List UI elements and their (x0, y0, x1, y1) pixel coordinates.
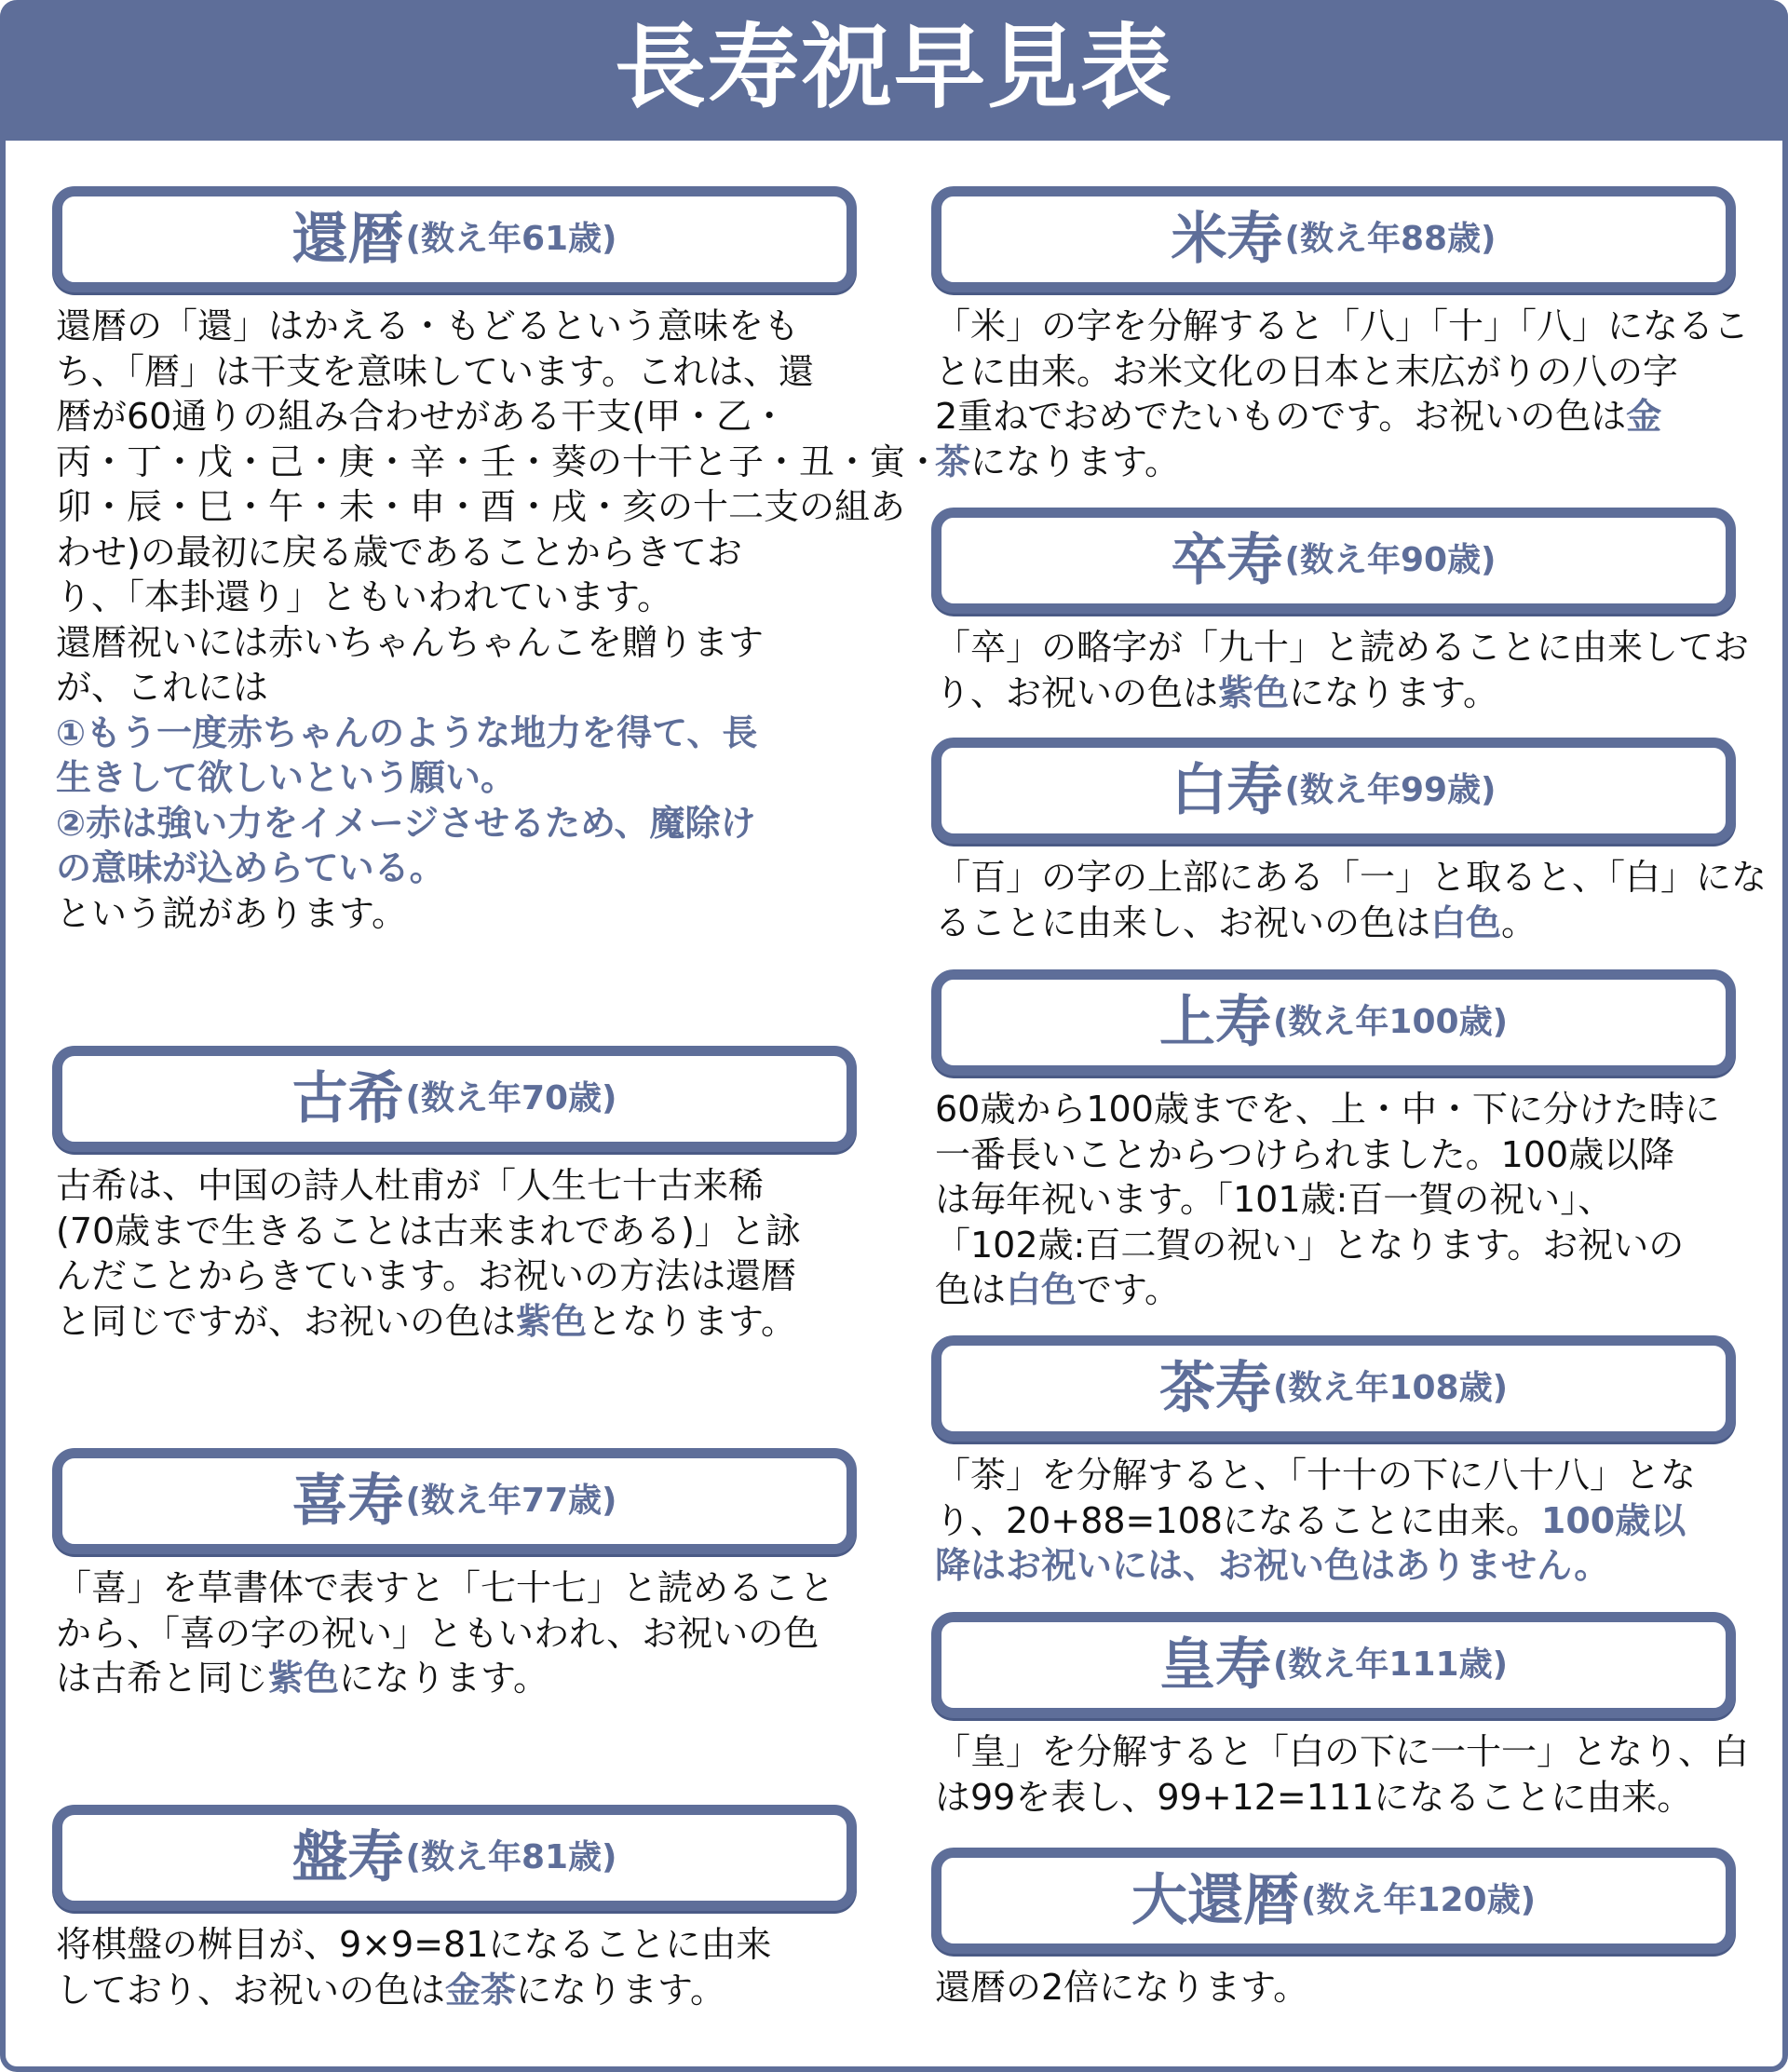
page-title: 長寿祝早見表 (614, 14, 1173, 121)
description-line (935, 1453, 1736, 1498)
section-title-box (52, 1805, 857, 1911)
text-segment: 暦が60通りの組み合わせがある干支(甲・乙・ (56, 396, 788, 437)
section-title-box (52, 1448, 857, 1554)
text-segment: は古希と同じ (56, 1658, 269, 1699)
description-line (56, 801, 857, 846)
text-segment: 一番長いことからつけられました。100歳以降 (935, 1133, 1675, 1175)
highlight-text: 紫色 (516, 1300, 588, 1342)
text-segment: んだことからきています。お祝いの方法は還暦 (56, 1255, 796, 1296)
section-age-label: (数え年100歳) (1272, 1003, 1509, 1041)
section-chaju (931, 1335, 1736, 1589)
section-description (52, 1163, 857, 1344)
section-banju (52, 1805, 857, 2012)
description-line (935, 1223, 1736, 1268)
highlight-text: 茶 (935, 440, 971, 482)
description-line (935, 1177, 1736, 1223)
section-description (931, 1729, 1750, 1820)
section-koki (52, 1046, 857, 1344)
section-title-box (931, 508, 1736, 614)
highlight-text: の意味が込めらている。 (56, 847, 445, 888)
page-header (0, 0, 1788, 141)
description-line (935, 349, 1736, 395)
text-segment: 還暦祝いには赤いちゃんちゃんこを贈ります (56, 621, 765, 663)
text-segment: 2重ねでおめでたいものです。お祝いの色は (935, 396, 1627, 437)
description-line (935, 394, 1736, 440)
text-segment: は99を表し、99+12=111になることに由来。 (935, 1776, 1693, 1818)
text-segment: です。 (1077, 1269, 1180, 1310)
text-segment: ることに由来し、お祝いの色は (935, 901, 1431, 943)
section-age-label: (数え年120歳) (1300, 1881, 1537, 1919)
text-segment: 還暦の2倍になります。 (935, 1967, 1309, 2008)
section-title-box (931, 1612, 1736, 1718)
highlight-text: 金茶 (445, 1969, 517, 2011)
highlight-text: 白色 (1006, 1269, 1077, 1310)
text-segment: 「皇」を分解すると「白の下に一十一」となり、白 (935, 1731, 1750, 1772)
description-line (56, 1922, 857, 1968)
section-title: 盤寿 (291, 1825, 404, 1890)
description-line (56, 1253, 857, 1299)
description-line (935, 1498, 1736, 1544)
section-beiju (931, 186, 1750, 484)
description-line (935, 1087, 1736, 1132)
section-title: 皇寿 (1158, 1632, 1271, 1698)
section-title: 白寿 (1171, 758, 1283, 823)
description-line (56, 484, 906, 530)
description-line (935, 1775, 1736, 1821)
section-age-label: (数え年70歳) (405, 1079, 617, 1117)
section-description (931, 1453, 1736, 1589)
text-segment: 「102歳:百二賀の祝い」となります。お祝いの (935, 1224, 1685, 1266)
highlight-text: 100歳以 (1540, 1499, 1686, 1541)
description-line (56, 1611, 857, 1657)
text-segment: 色は (935, 1269, 1007, 1310)
highlight-text: 生きして欲しいという願い。 (56, 757, 517, 798)
description-line (935, 304, 1750, 349)
description-line (56, 711, 857, 756)
text-segment: (70歳まで生きることは古来まれである)」と詠 (56, 1210, 802, 1252)
section-age-label: (数え年90歳) (1284, 541, 1497, 579)
highlight-text: 紫色 (1218, 671, 1290, 713)
text-segment: 還暦の「還」はかえる・もどるという意味をも (56, 305, 800, 346)
section-title: 茶寿 (1158, 1356, 1271, 1421)
section-description (931, 625, 1750, 715)
text-segment: しており、お祝いの色は (56, 1969, 446, 2011)
text-segment: り、お祝いの色は (935, 671, 1219, 713)
description-line (56, 349, 857, 395)
highlight-text: 白色 (1430, 901, 1502, 943)
text-segment: となります。 (587, 1300, 796, 1342)
section-age-label: (数え年108歳) (1272, 1369, 1509, 1407)
section-title: 上寿 (1158, 990, 1271, 1055)
section-title: 米寿 (1171, 207, 1283, 272)
text-segment: 「喜」を草書体で表すと「七十七」と読めること (56, 1567, 835, 1608)
section-description (52, 304, 941, 936)
description-line (935, 625, 1750, 670)
description-line (56, 304, 857, 349)
text-segment: と同じですが、お祝いの色は (56, 1300, 517, 1342)
description-line (56, 394, 857, 440)
section-jouju (931, 969, 1736, 1313)
text-segment: になります。 (970, 440, 1180, 482)
section-age-label: (数え年81歳) (405, 1838, 617, 1876)
section-kouju (931, 1612, 1750, 1820)
text-segment: り、20+88=108になることに由来。 (935, 1499, 1541, 1541)
description-line (56, 530, 857, 576)
highlight-text: 降はお祝いには、お祝い色はありません。 (935, 1545, 1610, 1586)
section-sotsuju (931, 508, 1750, 715)
description-line (56, 1565, 857, 1611)
text-segment: 「百」の字の上部にある「一」と取ると、「白」にな (935, 857, 1768, 898)
section-description (52, 1922, 857, 2012)
section-title-box (931, 1848, 1736, 1954)
section-title: 大還暦 (1131, 1868, 1299, 1933)
text-segment: 60歳から100歳までを、上・中・下に分けた時に (935, 1089, 1720, 1130)
text-segment: 「茶」を分解すると、「十十の下に八十八」とな (935, 1455, 1697, 1496)
section-description (931, 1087, 1736, 1313)
section-hakuju (931, 738, 1768, 945)
section-description (931, 855, 1768, 945)
description-line (935, 440, 1736, 485)
section-description (931, 304, 1750, 484)
text-segment: り、「本卦還り」ともいわれています。 (56, 576, 672, 617)
highlight-text: ②赤は強い力をイメージさせるため、魔除け (56, 802, 756, 844)
text-segment: になります。 (1289, 671, 1498, 713)
description-line (935, 901, 1736, 946)
text-segment: 古希は、中国の詩人杜甫が「人生七十古来稀 (56, 1165, 765, 1206)
section-title: 喜寿 (291, 1469, 404, 1534)
section-description (52, 1565, 857, 1701)
description-line (935, 1267, 1736, 1313)
text-segment: が、これには (56, 667, 269, 708)
section-description (931, 1965, 1736, 2011)
section-title-box (931, 969, 1736, 1076)
description-line (935, 1729, 1750, 1775)
description-line (56, 891, 857, 937)
text-segment: 丙・丁・戊・己・庚・辛・壬・葵の十干と子・丑・寅・ (56, 440, 941, 482)
section-title: 還暦 (291, 207, 404, 272)
description-line (935, 1132, 1736, 1178)
section-title-box (931, 738, 1736, 844)
section-title-box (931, 1335, 1736, 1442)
text-segment: とに由来。お米文化の日本と末広がりの八の字 (935, 350, 1679, 392)
section-age-label: (数え年61歳) (405, 220, 617, 258)
section-age-label: (数え年111歳) (1272, 1645, 1509, 1684)
description-line (56, 1163, 857, 1209)
text-segment: 。 (1501, 901, 1537, 943)
text-segment: ち、「暦」は干支を意味しています。これは、還 (56, 350, 814, 392)
description-line (56, 1299, 857, 1345)
description-line (56, 1656, 857, 1701)
section-age-label: (数え年77歳) (405, 1482, 617, 1520)
text-segment: から、「喜の字の祝い」ともいわれ、お祝いの色 (56, 1612, 820, 1654)
description-line (56, 1968, 857, 2013)
text-segment: 将棋盤の桝目が、9×9=81になることに由来 (56, 1924, 772, 1965)
section-title: 古希 (291, 1066, 404, 1131)
text-segment: になります。 (339, 1658, 549, 1699)
section-kiju (52, 1448, 857, 1701)
highlight-text: ①もう一度赤ちゃんのような地力を得て、長 (56, 711, 758, 753)
highlight-text: 金 (1626, 396, 1662, 437)
description-line (56, 620, 857, 666)
text-segment: 「米」の字を分解すると「八」「十」「八」になるこ (935, 305, 1750, 346)
text-segment: は毎年祝います。「101歳:百一賀の祝い」、 (935, 1179, 1614, 1220)
section-title-box (52, 1046, 857, 1152)
description-line (56, 846, 857, 891)
text-segment: わせ)の最初に戻る歳であることからきてお (56, 531, 742, 573)
section-title: 卒寿 (1171, 528, 1283, 593)
section-kanreki (52, 186, 941, 936)
highlight-text: 紫色 (268, 1658, 340, 1699)
description-line (56, 575, 857, 620)
description-line (56, 755, 857, 801)
section-age-label: (数え年88歳) (1284, 220, 1497, 258)
description-line (935, 670, 1736, 716)
section-age-label: (数え年99歳) (1284, 771, 1497, 809)
description-line (935, 1543, 1736, 1589)
text-segment: になります。 (516, 1969, 725, 2011)
text-segment: 「卒」の略字が「九十」と読めることに由来してお (935, 627, 1750, 668)
section-title-box (52, 186, 857, 292)
description-line (935, 1965, 1736, 2011)
text-segment: 卯・辰・巳・午・未・申・酉・戌・亥の十二支の組あ (56, 486, 906, 527)
section-daikanreki (931, 1848, 1736, 2011)
section-title-box (931, 186, 1736, 292)
description-line (56, 665, 857, 711)
description-line (935, 855, 1768, 901)
text-segment: という説があります。 (56, 892, 407, 934)
description-line (56, 440, 941, 485)
description-line (56, 1209, 857, 1254)
